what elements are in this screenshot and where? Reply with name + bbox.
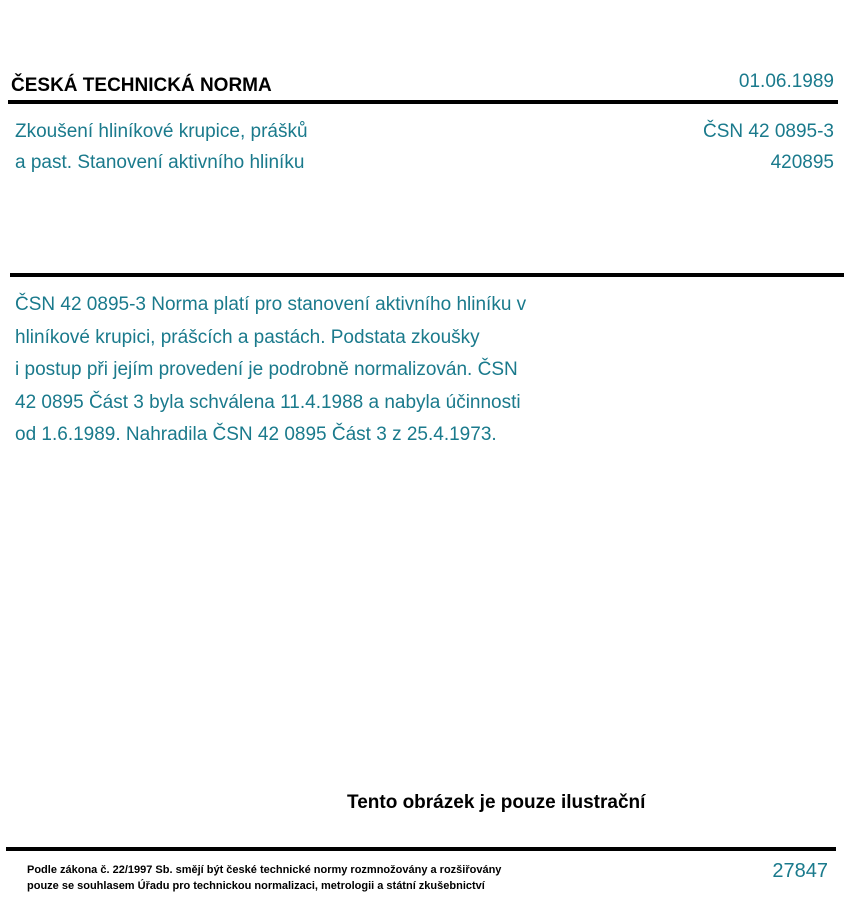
middle-divider bbox=[10, 273, 844, 277]
top-divider bbox=[8, 100, 838, 104]
legal-line-1: Podle zákona č. 22/1997 Sb. smějí být české technické normy rozmnožovány a rozšiřovány bbox=[27, 864, 502, 876]
abstract-line: od 1.6.1989. Nahradila ČSN 42 0895 Část 3 z 25.4.1973. bbox=[15, 424, 497, 445]
legal-line-2: pouze se souhlasem Úřadu pro technickou normalizaci, metrologii a státní zkušebnictví bbox=[27, 880, 485, 892]
abstract-line: i postup při jejím provedení je podrobně normalizován. ČSN bbox=[15, 359, 518, 380]
document-number: 27847 bbox=[772, 860, 828, 882]
abstract-line: 42 0895 Část 3 byla schválena 11.4.1988 a nabyla účinnosti bbox=[15, 391, 521, 413]
standard-header-label: ČESKÁ TECHNICKÁ NORMA bbox=[11, 75, 272, 96]
class-code: 420895 bbox=[770, 152, 834, 173]
title-line-2: a past. Stanovení aktivního hliníku bbox=[15, 152, 305, 173]
illustration-note: Tento obrázek je pouze ilustrační bbox=[347, 792, 646, 813]
abstract-line: hliníkové krupici, prášcích a pastách. Podstata zkoušky bbox=[15, 326, 480, 348]
issue-date: 01.06.1989 bbox=[738, 71, 834, 92]
bottom-divider bbox=[6, 847, 836, 851]
document-codes bbox=[703, 116, 834, 178]
abstract-line: ČSN 42 0895-3 Norma platí pro stanovení aktivního hliníku v bbox=[15, 294, 527, 315]
title-line-1: Zkoušení hliníkové krupice, prášků bbox=[15, 121, 308, 142]
standard-code: ČSN 42 0895-3 bbox=[703, 121, 834, 142]
abstract-text bbox=[15, 289, 615, 452]
legal-notice bbox=[27, 862, 501, 894]
document-title bbox=[15, 116, 308, 178]
